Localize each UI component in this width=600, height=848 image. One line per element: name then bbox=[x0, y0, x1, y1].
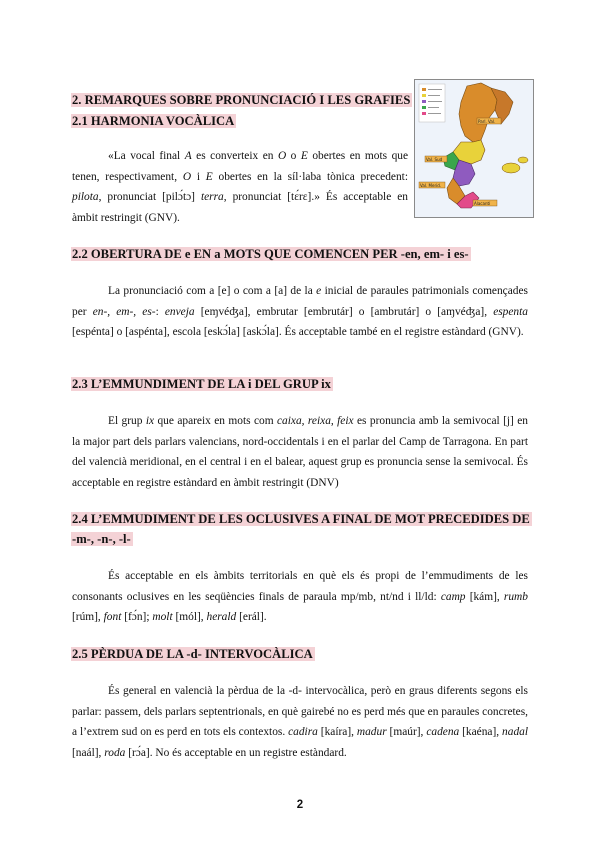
paragraph-2-5: És general en valencià la pèrdua de la -d- intervocàlica, però en graus diferents segons els parlar: passem, dels parlars septentrionals, en què gairebé no es perd més que en paraules concretes, a l’extrem sud on es perd en tots els contextos. cadira [kaíra], madur [maúr], cadena [kaéna], nadal [naál], roda [rɔ́a]. No és acceptable en un registre estàndard. bbox=[72, 685, 528, 759]
heading-2-4: 2.4 L’EMMUDIMENT DE LES OCLUSIVES A FINAL DE MOT PRECEDIDES DE bbox=[72, 512, 530, 526]
heading-2-5: 2.5 PÈRDUA DE LA -d- INTERVOCÀLICA bbox=[72, 647, 313, 661]
map-label-b: Val. Sud bbox=[426, 156, 443, 162]
dialect-map-svg bbox=[415, 80, 533, 217]
paragraph-2-2: La pronunciació com a [e] o com a [a] de la e inicial de paraules patrimonials començades per en-, em-, es-: enveja [eɱvéʤa], embrutar [embrutár] o [ambrutár] o [aɱvéʤa], espenta [espénta] o [aspénta], escola [eskɔ́la] [askɔ́la]. És acceptable també en el registre estàndard (GNV). bbox=[72, 285, 528, 339]
map-label-a: Parl. Val. bbox=[478, 118, 496, 124]
map-label-d: Alacantí bbox=[474, 200, 491, 206]
page-number: 2 bbox=[296, 799, 304, 811]
paragraph-2-4: És acceptable en els àmbits territorials en què els és propi de l’emmudiments de les consonants oclusives en les seqüències finals de paraula mp/mb, nt/nd i ll/ld: camp [kám], rumb [rúm], font [fɔ́n]; molt [mól], herald [erál]. bbox=[72, 570, 528, 624]
paragraph-2-3: El grup ix que apareix en mots com caixa, reixa, feix es pronuncia amb la semivocal [j] en la major part dels parlars valencians, nord-occidentals i en el parlar del Camp de Tarragona. En part del valencià meridional, en el central i en el balear, aquest grup es pronuncia sense la semivocal. És acceptable en registre estàndard en àmbit restringit (DNV) bbox=[72, 415, 528, 489]
heading-2-4-cont: -m-, -n-, -l- bbox=[72, 532, 131, 546]
heading-2-1: 2.1 HARMONIA VOCÀLICA bbox=[72, 114, 235, 128]
heading-2-2: 2.2 OBERTURA DE e EN a MOTS QUE COMENCEN PER -en, em- i es- bbox=[72, 247, 469, 261]
heading-2: 2. REMARQUES SOBRE PRONUNCIACIÓ I LES GRAFIES bbox=[72, 93, 411, 107]
map-label-c: Val. Merid. bbox=[420, 182, 442, 188]
paragraph-2-1: «La vocal final A es converteix en O o E obertes en mots que tenen, respectivament, O i E obertes en la síl·laba tònica precedent: pilota, pronunciat [pilɔ́tɔ] terra, pronunciat [tɛ́rɛ].» És acceptable en àmbit restringit (GNV). bbox=[72, 150, 409, 224]
heading-2-3: 2.3 L’EMMUNDIMENT DE LA i DEL GRUP ix bbox=[72, 377, 331, 391]
dialect-map-figure bbox=[414, 79, 534, 218]
